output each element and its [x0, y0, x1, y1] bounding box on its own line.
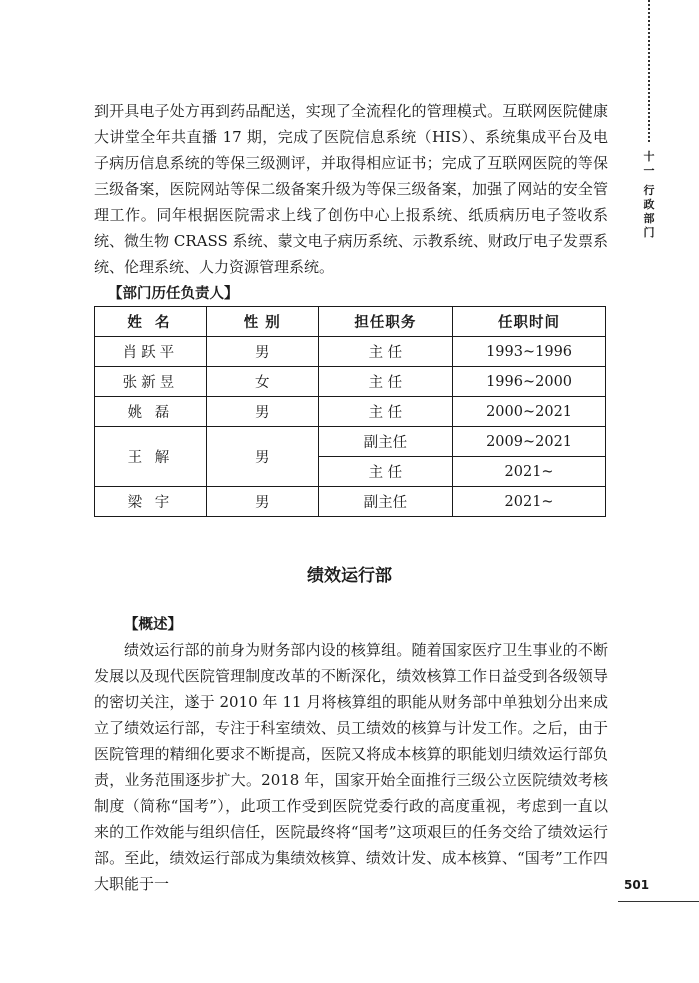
chapter-side-tab: [640, 150, 658, 240]
side-tab-char: 政: [643, 198, 655, 211]
cell-position: 副主任: [318, 427, 452, 457]
table-row: [95, 487, 606, 517]
leaders-table: [94, 306, 606, 517]
cell-position: 主 任: [318, 337, 452, 367]
cell-gender: 男: [206, 337, 318, 367]
header-name: 姓 名: [95, 307, 207, 337]
cell-gender: 男: [206, 397, 318, 427]
cell-name: 姚 磊: [95, 397, 207, 427]
cell-term: 2009~2021: [453, 427, 606, 457]
header-position: 担任职务: [318, 307, 452, 337]
table-row: [95, 367, 606, 397]
side-tab-char: 十: [643, 150, 655, 163]
cell-name: 王 解: [95, 427, 207, 487]
side-tab-char: 一: [643, 164, 655, 177]
cell-term: 2021~: [453, 457, 606, 487]
side-divider: [648, 0, 650, 142]
cell-term: 1993~1996: [453, 337, 606, 367]
table-header-row: [95, 307, 606, 337]
table-row: [95, 337, 606, 367]
cell-name: 梁 宇: [95, 487, 207, 517]
cell-position: 主 任: [318, 457, 452, 487]
footer-rule: [618, 901, 699, 902]
cell-term: 2021~: [453, 487, 606, 517]
side-tab-char: 门: [643, 226, 655, 239]
table-row: [95, 397, 606, 427]
cell-position: 主 任: [318, 367, 452, 397]
header-gender: 性 别: [206, 307, 318, 337]
header-term: 任职时间: [453, 307, 606, 337]
cell-term: 1996~2000: [453, 367, 606, 397]
section-title: 绩效运行部: [307, 566, 392, 586]
body-paragraph: 到开具电子处方再到药品配送，实现了全流程化的管理模式。互联网医院健康大讲堂全年共直播 17 期，完成了医院信息系统（HIS）、系统集成平台及电子病历信息系统的等保三级测评，并取得相应证书；完成了互联网医院的等保三级备案，医院网站等保二级备案升级为等保三级备案，加强了网站的安全管理工作。同年根据医院需求上线了创伤中心上报系统、纸质病历电子签收系统、微生物 CRASS 系统、蒙文电子病历系统、示教系统、财政厅电子发票系统、伦理系统、人力资源管理系统。: [94, 102, 608, 276]
cell-name: 肖跃平: [95, 337, 207, 367]
cell-name: 张新昱: [95, 367, 207, 397]
cell-position: 主 任: [318, 397, 452, 427]
side-tab-char: 行: [643, 184, 655, 197]
cell-position: 副主任: [318, 487, 452, 517]
body-paragraph: 绩效运行部的前身为财务部内设的核算组。随着国家医疗卫生事业的不断发展以及现代医院管理制度改革的不断深化，绩效核算工作日益受到各级领导的密切关注，遂于 2010 年 11 月将核算组的职能从财务部中单独划分出来成立了绩效运行部，专注于科室绩效、员工绩效的核算与计发工作。之后，由于医院管理的精细化要求不断提高，医院又将成本核算的职能划归绩效运行部负责，业务范围逐步扩大。2018 年，国家开始全面推行三级公立医院绩效考核制度（简称“国考”），此项工作受到医院党委行政的高度重视，考虑到一直以来的工作效能与组织信任，医院最终将“国考”这项艰巨的任务交给了绩效运行部。至此，绩效运行部成为集绩效核算、绩效计发、成本核算、“国考”工作四大职能于一: [94, 641, 608, 893]
table-row: [95, 427, 606, 457]
table-caption: 【部门历任负责人】: [108, 286, 239, 302]
cell-term: 2000~2021: [453, 397, 606, 427]
cell-gender: 男: [206, 427, 318, 487]
overview-label: 【概述】: [124, 617, 182, 633]
side-tab-char: 部: [643, 212, 655, 225]
cell-gender: 男: [206, 487, 318, 517]
cell-gender: 女: [206, 367, 318, 397]
page-number: 501: [624, 878, 650, 892]
